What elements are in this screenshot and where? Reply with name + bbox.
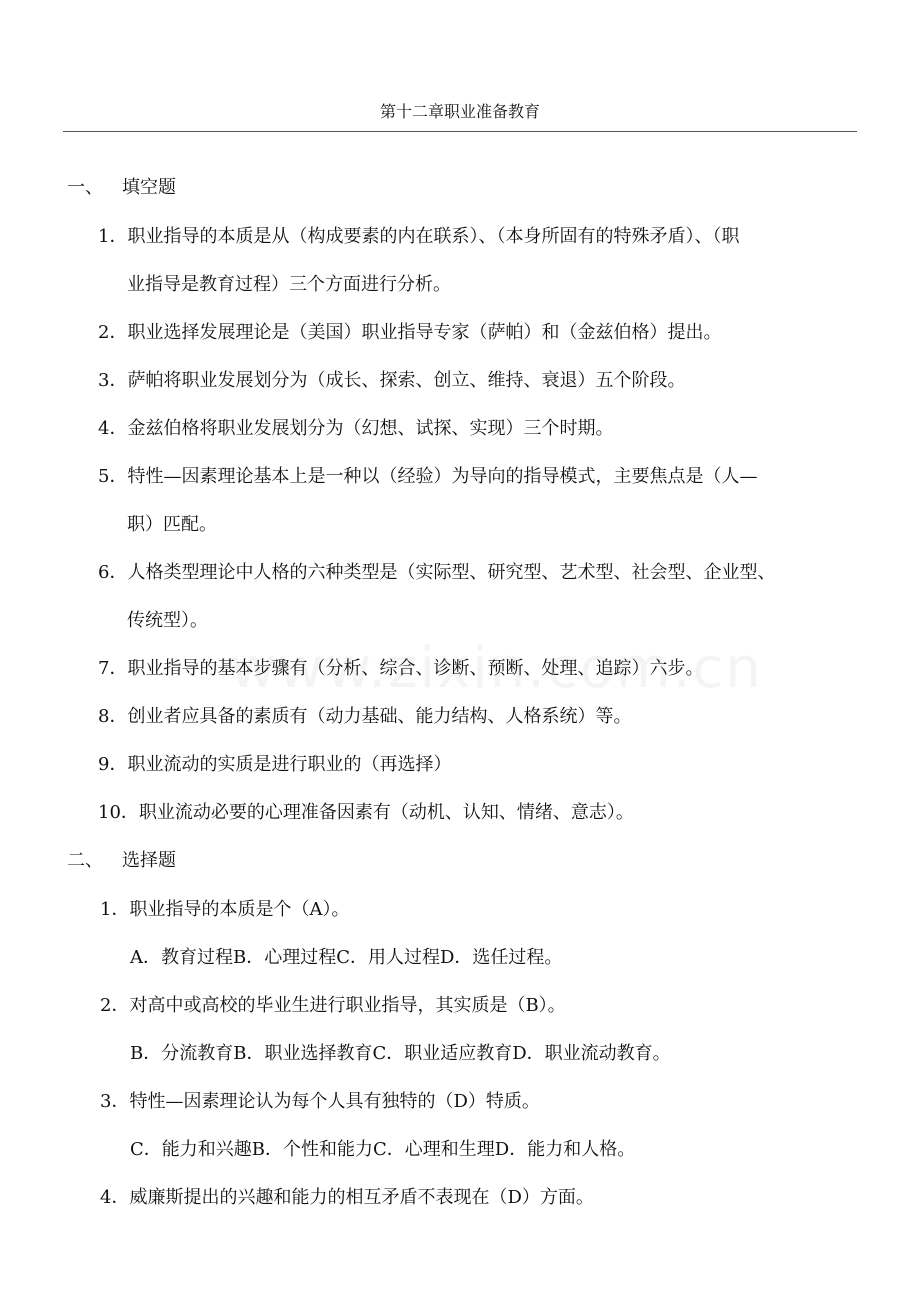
section-2-heading: 选择题 xyxy=(122,850,176,871)
fill-item-1-line-1: 1．职业指导的本质是从（构成要素的内在联系）、（本身所固有的特殊矛盾）、（职 xyxy=(98,226,740,247)
fill-item-5-line-1: 5．特性—因素理论基本上是一种以（经验）为导向的指导模式，主要焦点是（人— xyxy=(98,466,758,487)
fill-item-8: 8．创业者应具备的素质有（动力基础、能力结构、人格系统）等。 xyxy=(98,706,632,727)
fill-item-3: 3．萨帕将职业发展划分为（成长、探索、创立、维持、衰退）五个阶段。 xyxy=(98,370,686,391)
choice-question-3: 3．特性—因素理论认为每个人具有独特的（D）特质。 xyxy=(100,1091,540,1112)
section-1-number: 一、 xyxy=(67,177,103,198)
section-1-heading: 填空题 xyxy=(122,177,176,198)
choice-question-4: 4．威廉斯提出的兴趣和能力的相互矛盾不表现在（D）方面。 xyxy=(100,1187,594,1208)
fill-item-1-line-2: 业指导是教育过程）三个方面进行分析。 xyxy=(127,274,451,295)
fill-item-7: 7．职业指导的基本步骤有（分析、综合、诊断、预断、处理、追踪）六步。 xyxy=(98,658,704,679)
fill-item-5-line-2: 职）匹配。 xyxy=(127,514,217,535)
section-2-number: 二、 xyxy=(67,850,103,871)
choice-question-2: 2．对高中或高校的毕业生进行职业指导，其实质是（B）。 xyxy=(100,995,566,1016)
choice-options-3: C．能力和兴趣B．个性和能力C．心理和生理D．能力和人格。 xyxy=(130,1139,636,1160)
fill-item-6-line-2: 传统型）。 xyxy=(127,610,208,631)
fill-item-6-line-1: 6．人格类型理论中人格的六种类型是（实际型、研究型、艺术型、社会型、企业型、 xyxy=(98,562,776,583)
fill-item-2: 2．职业选择发展理论是（美国）职业指导专家（萨帕）和（金兹伯格）提出。 xyxy=(98,322,722,343)
choice-question-1: 1．职业指导的本质是个（A）。 xyxy=(100,899,350,920)
page-title: 第十二章职业准备教育 xyxy=(379,102,540,121)
fill-item-9: 9．职业流动的实质是进行职业的（再选择） xyxy=(98,754,452,775)
choice-options-2: B．分流教育B．职业选择教育C．职业适应教育D．职业流动教育。 xyxy=(130,1043,671,1064)
choice-options-1: A．教育过程B．心理过程C．用人过程D．选任过程。 xyxy=(130,947,563,968)
header-divider xyxy=(63,131,857,132)
fill-item-4: 4．金兹伯格将职业发展划分为（幻想、试探、实现）三个时期。 xyxy=(98,418,614,439)
fill-item-10: 10．职业流动必要的心理准备因素有（动机、认知、情绪、意志）。 xyxy=(98,802,634,823)
